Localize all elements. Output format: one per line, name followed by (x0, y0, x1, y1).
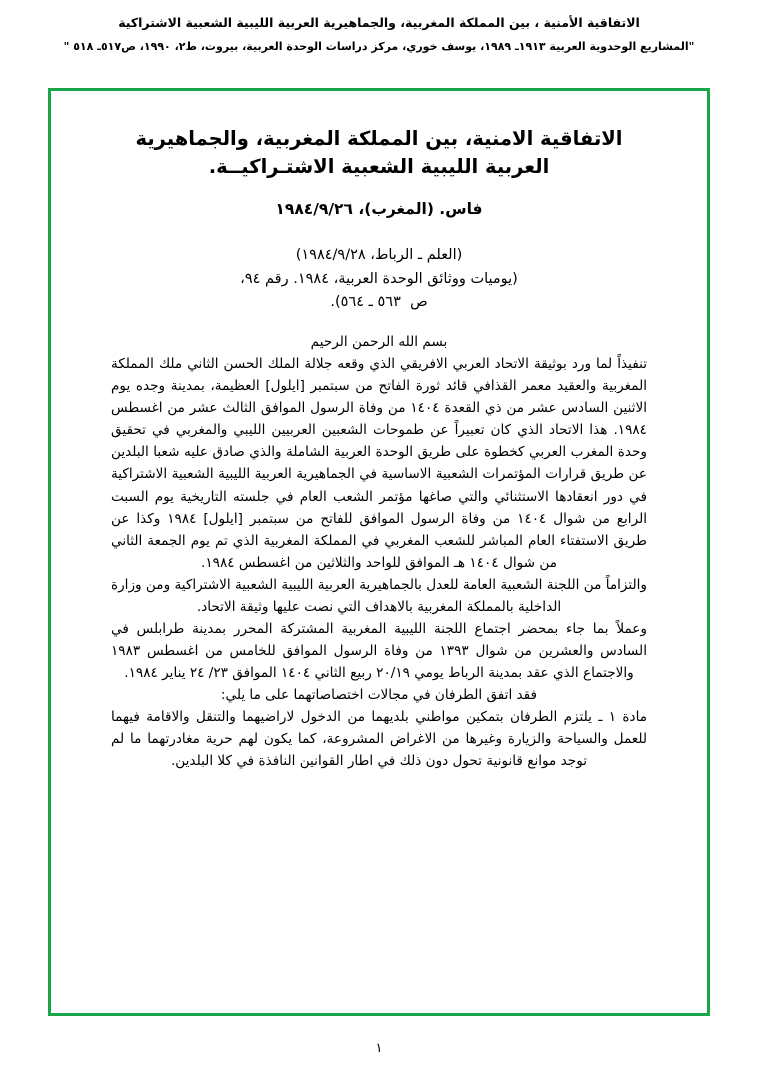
paragraph-preamble-2: والتزاماً من اللجنة الشعبية العامة للعدل بالجماهيرية العربية الليبية الشعبية الاشتراكية ومن وزارة الداخلية بالمملكة المغربية بالاهداف التي نصت عليها وثيقة الاتحاد. (111, 576, 647, 615)
paragraph-agreement-intro: فقد اتفق الطرفان في مجالات اختصاصاتهما على ما يلي: (220, 686, 538, 703)
paragraph-article-1: مادة ١ ـ يلتزم الطرفان بتمكين مواطني بلديهما من الدخول لاراضيهما والتنقل والاقامة فيهما للعمل والسياحة والزيارة وغيرها من الاغراض المشروعة، كما يكون لهم حرية مغادرتهما ما لم توجد موانع قانونية تحول دون ذلك في اطار القوانين النافذة في كلا البلدين. (111, 708, 648, 769)
page-number: ١ (375, 1041, 383, 1056)
header-source-citation: "المشاريع الوحدوية العربية ١٩١٣ـ ١٩٨٩، يوسف خوري، مركز دراسات الوحدة العربية، بيروت، ط٢، ١٩٩٠، ص٥١٧ـ ٥١٨ " (63, 39, 695, 53)
document-title: الاتفاقية الامنية، بين المملكة المغربية، والجماهيرية العربية الليبية الشعبية الاشتـراكيــة. (135, 127, 623, 178)
paragraph-preamble-1: تنفيذاً لما ورد بوثيقة الاتحاد العربي الافريقي الذي وقعه جلالة الملك الحسن الثاني ملك المملكة المغربية والعقيد معمر القذافي قائد ثورة الفاتح من سبتمبر [ايلول] العظيمة، بمدينة وجده يوم الاثنين السادس عشر من ذي القعدة ١٤٠٤ من وفاة الرسول الموافق الثالث عشر من اغسطس ١٩٨٤. هذا الاتحاد الذي كان تعبيراً عن طموحات الشعبين العربيين الليبي والمغربي في تحقيق وحدة المغرب العربي كخطوة على طريق الوحدة العربية الشاملة والذي صادق عليه شعبا البلدين عن طريق قرارات المؤتمرات الشعبية الاساسية في الجماهيرية العربية الليبية الشعبية الاشتراكية في دور انعقادها الاستثنائي والتي صاغها مؤتمر الشعب العام في جلسته التاريخية يوم السبت الرابع من شوال ١٤٠٤ من وفاة الرسول الموافق للفاتح من سبتمبر [ايلول] ١٩٨٤ وكذا عن طريق الاستفتاء العام المباشر للشعب المغربي في المملكة المغربية الذي تم يوم الجمعة الثاني من شوال ١٤٠٤ هـ الموافق للواحد والثلاثين من اغسطس ١٩٨٤. (111, 356, 648, 571)
source-line-1: (العلم ـ الرباط، ١٩٨٤/٩/٢٨) (295, 246, 463, 263)
source-line-3: ص ٥٦٣ ـ ٥٦٤). (330, 294, 428, 311)
content-frame (48, 88, 710, 1016)
document-body (111, 331, 647, 771)
source-line-2: (يوميات ووثائق الوحدة العربية، ١٩٨٤. رقم ٩٤، (240, 270, 518, 287)
header-title: الاتفاقية الأمنية ، بين المملكة المغربية، والجماهيرية العربية الليبية الشعبية الاشتراكية (118, 15, 640, 30)
paragraph-basmala: بسم الله الرحمن الرحيم (310, 334, 448, 351)
paragraph-preamble-3: وعملاً بما جاء بمحضر اجتماع اللجنة الليبية المغربية المشتركة المحرر بمدينة طرابلس في السادس والعشرين من شوال ١٣٩٣ من وفاة الرسول الموافق للخامس من اغسطس ١٩٨٣ والاجتماع الذي عقد بمدينة الرباط يومي ٢٠/١٩ ربيع الثاني ١٤٠٤ الموافق ٢٣/ ٢٤ يناير ١٩٨٤. (111, 620, 647, 681)
document-place-date: فاس. (المغرب)، ١٩٨٤/٩/٢٦ (275, 200, 483, 219)
page-header (0, 0, 758, 55)
content-frame-inner (51, 91, 707, 1013)
document-source-block (111, 244, 647, 316)
